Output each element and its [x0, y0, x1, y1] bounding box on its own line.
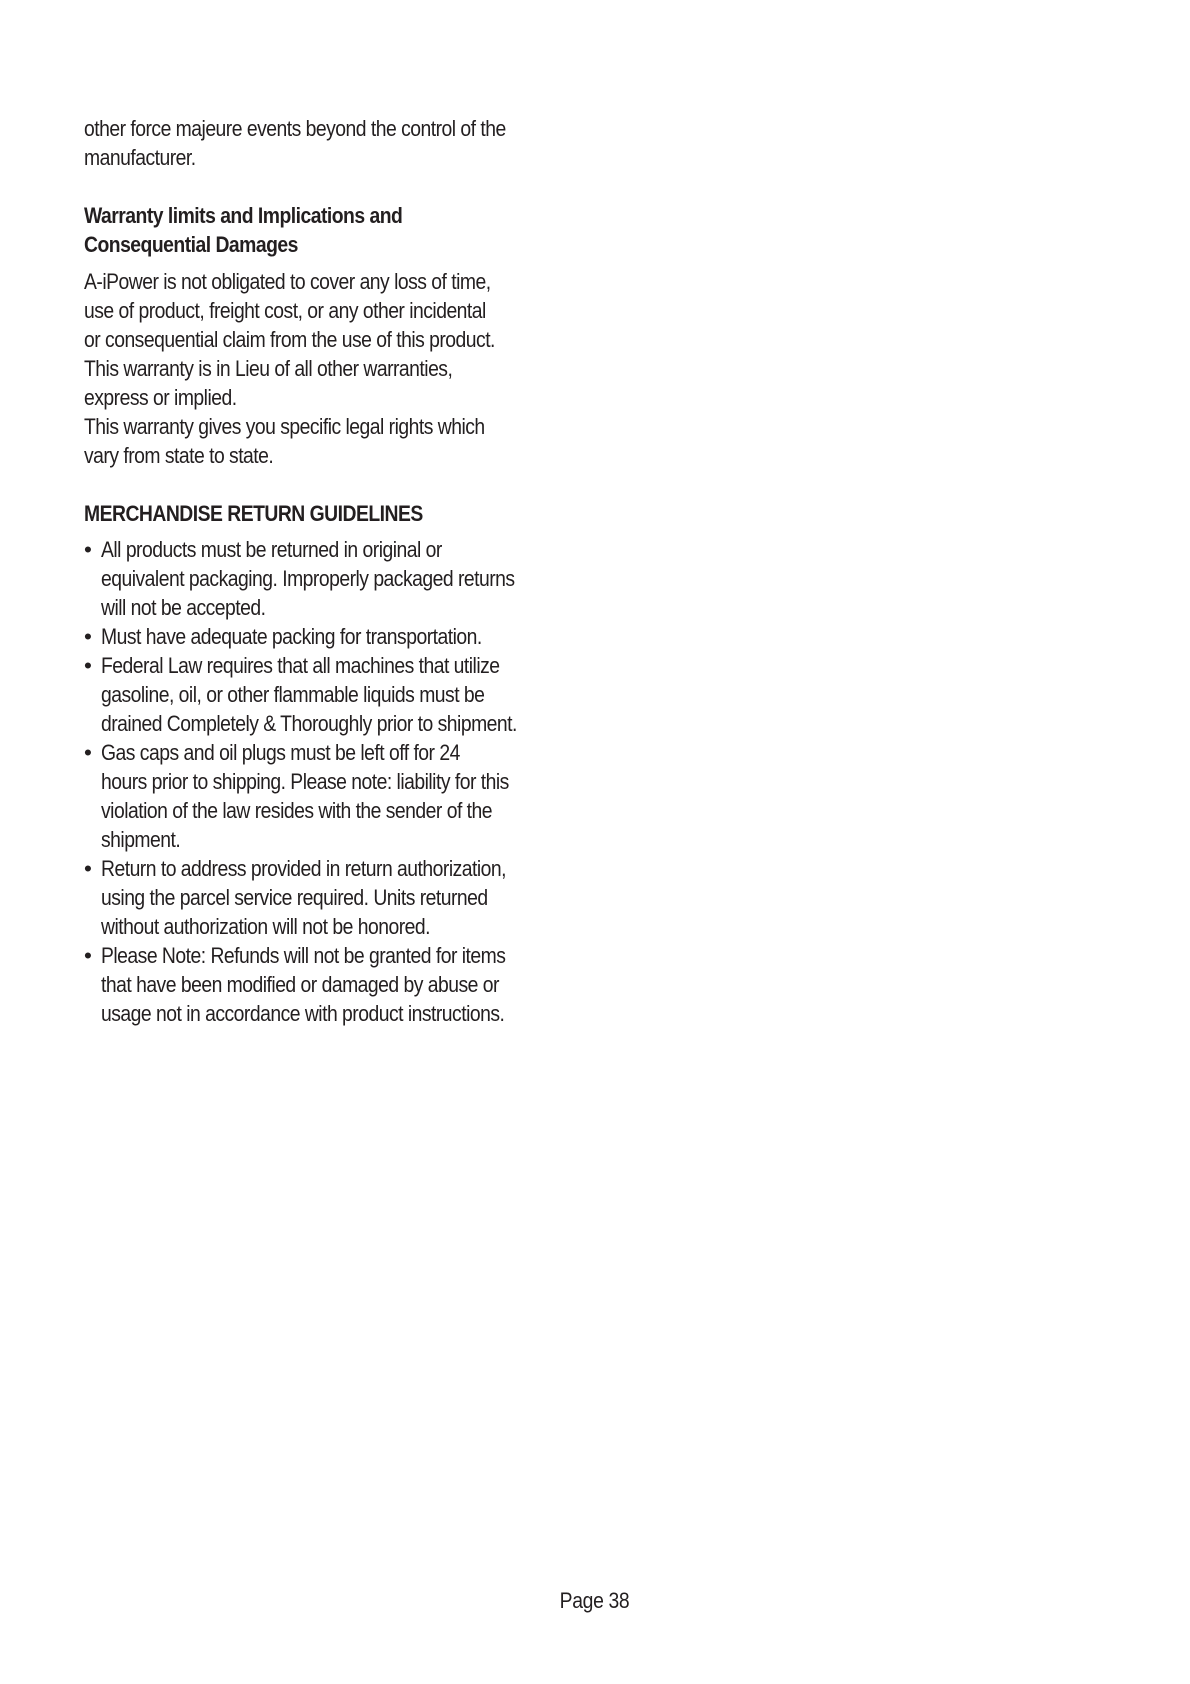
- list-item-line: will not be accepted.: [101, 595, 266, 620]
- warranty-line: This warranty gives you specific legal rights which: [84, 414, 485, 439]
- list-item-line: gasoline, oil, or other flammable liquids must be: [101, 682, 485, 707]
- warranty-line: use of product, freight cost, or any other incidental: [84, 298, 486, 323]
- list-item-line: Federal Law requires that all machines that utilize: [101, 653, 500, 678]
- list-item: [84, 651, 604, 738]
- page-number-text: Page 38: [560, 1588, 630, 1613]
- warranty-heading-line: Consequential Damages: [84, 232, 298, 257]
- intro-line: manufacturer.: [84, 145, 196, 170]
- warranty-line: vary from state to state.: [84, 443, 274, 468]
- warranty-paragraph: [84, 267, 604, 470]
- page-number: [0, 1586, 1190, 1615]
- bullet-icon: •: [84, 943, 92, 968]
- bullet-icon: •: [84, 653, 92, 678]
- return-heading-text: MERCHANDISE RETURN GUIDELINES: [84, 501, 423, 526]
- list-item: [84, 941, 604, 1028]
- list-item: [84, 738, 604, 854]
- list-item-line: that have been modified or damaged by abuse or: [101, 972, 499, 997]
- list-item-line: shipment.: [101, 827, 181, 852]
- list-item-line: Gas caps and oil plugs must be left off for 24: [101, 740, 460, 765]
- list-item: [84, 535, 604, 622]
- return-guidelines-heading: [84, 499, 604, 528]
- warranty-line: or consequential claim from the use of this product.: [84, 327, 495, 352]
- warranty-heading: [84, 201, 604, 259]
- list-item-line: using the parcel service required. Units returned: [101, 885, 488, 910]
- list-item-line: drained Completely & Thoroughly prior to shipment.: [101, 711, 517, 736]
- intro-paragraph: [84, 114, 604, 172]
- warranty-line: A-iPower is not obligated to cover any loss of time,: [84, 269, 491, 294]
- warranty-line: express or implied.: [84, 385, 237, 410]
- document-column: [84, 114, 604, 1028]
- list-item-line: equivalent packaging. Improperly packaged returns: [101, 566, 515, 591]
- list-item-line: Please Note: Refunds will not be granted for items: [101, 943, 506, 968]
- list-item-line: Return to address provided in return authorization,: [101, 856, 507, 881]
- bullet-icon: •: [84, 856, 92, 881]
- intro-line: other force majeure events beyond the control of the: [84, 116, 506, 141]
- bullet-icon: •: [84, 624, 92, 649]
- warranty-heading-line: Warranty limits and Implications and: [84, 203, 403, 228]
- list-item-line: violation of the law resides with the sender of the: [101, 798, 493, 823]
- list-item-line: Must have adequate packing for transportation.: [101, 624, 482, 649]
- list-item-line: without authorization will not be honored.: [101, 914, 431, 939]
- warranty-line: This warranty is in Lieu of all other warranties,: [84, 356, 453, 381]
- list-item-line: All products must be returned in original or: [101, 537, 442, 562]
- list-item: [84, 622, 604, 651]
- list-item-line: usage not in accordance with product instructions.: [101, 1001, 505, 1026]
- bullet-icon: •: [84, 537, 92, 562]
- list-item-line: hours prior to shipping. Please note: liability for this: [101, 769, 509, 794]
- bullet-icon: •: [84, 740, 92, 765]
- return-guidelines-list: [84, 535, 604, 1028]
- list-item: [84, 854, 604, 941]
